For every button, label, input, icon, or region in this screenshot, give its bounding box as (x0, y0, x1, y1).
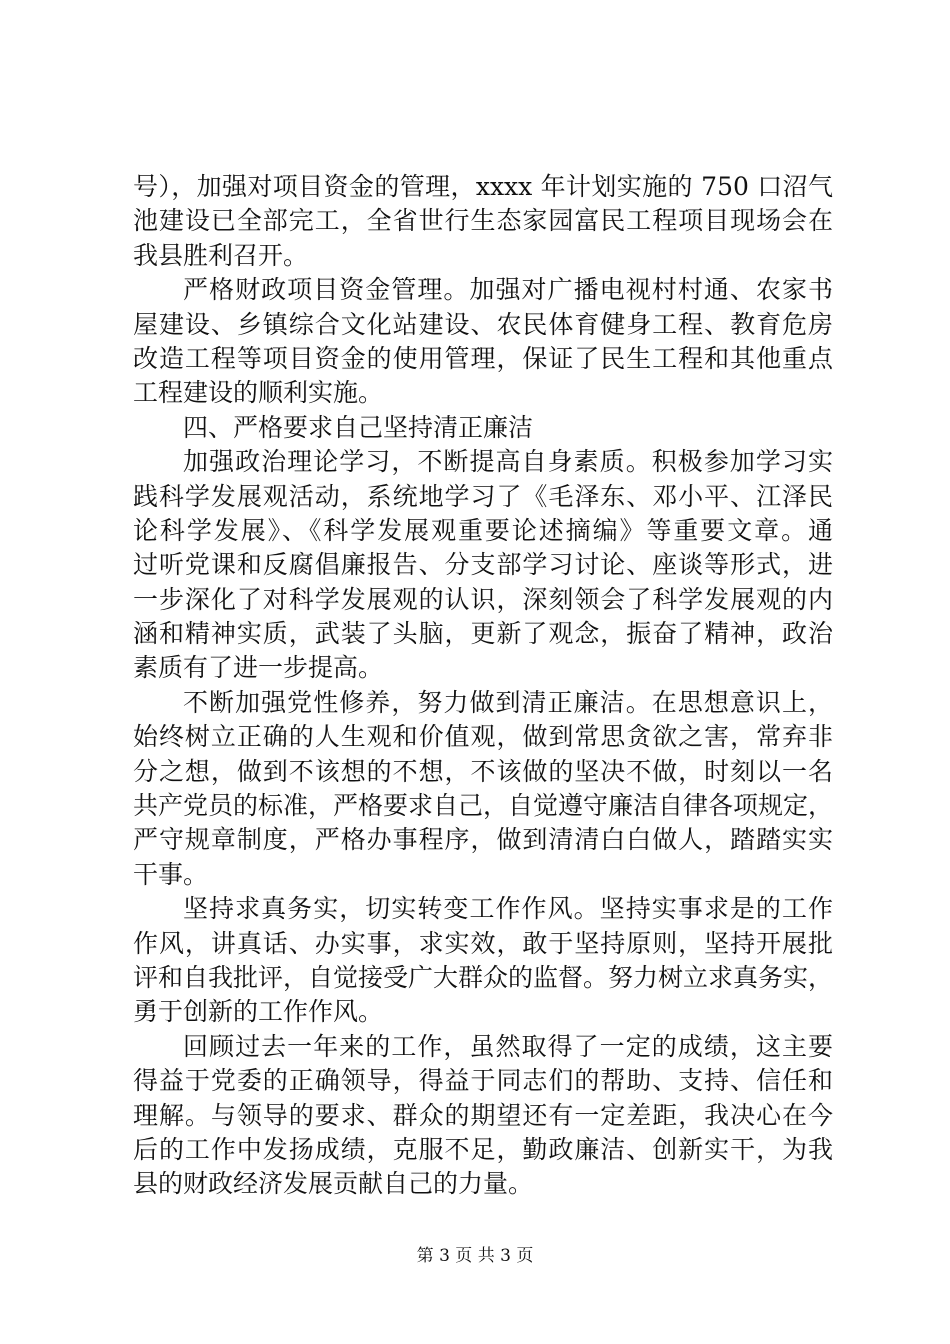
text-line: 后的工作中发扬成绩，克服不足，勤政廉洁、创新实干，为我 (133, 1134, 833, 1164)
page-footer: 第 3 页 共 3 页 (416, 1246, 534, 1266)
text-line: 评和自我批评，自觉接受广大群众的监督。努力树立求真务实， (133, 962, 833, 992)
text-line: 干事。 (133, 859, 209, 889)
text-line: 四、严格要求自己坚持清正廉洁 (183, 412, 534, 442)
text-line: 素质有了进一步提高。 (133, 653, 384, 683)
text-line: 共产党员的标准，严格要求自己，自觉遵守廉洁自律各项规定， (133, 791, 833, 821)
text-line: 不断加强党性修养，努力做到清正廉洁。在思想意识上， (183, 687, 833, 717)
text-line: 加强政治理论学习，不断提高自身素质。积极参加学习实 (183, 447, 833, 477)
text-line: 论科学发展》、《科学发展观重要论述摘编》等重要文章。通 (133, 515, 833, 545)
text-line: 号），加强对项目资金的管理，xxxx 年计划实施的 750 口沼气 (133, 172, 833, 201)
text-line: 严格财政项目资金管理。加强对广播电视村村通、农家书 (183, 275, 833, 305)
text-line: 过听党课和反腐倡廉报告、分支部学习讨论、座谈等形式，进 (133, 550, 833, 580)
text-line: 勇于创新的工作作风。 (133, 997, 384, 1027)
text-line: 屋建设、乡镇综合文化站建设、农民体育健身工程、教育危房 (133, 309, 833, 339)
text-line: 坚持求真务实，切实转变工作作风。坚持实事求是的工作 (183, 894, 833, 924)
text-line: 作风，讲真话、办实事，求实效，敢于坚持原则，坚持开展批 (133, 928, 833, 958)
text-line: 理解。与领导的要求、群众的期望还有一定差距，我决心在今 (133, 1100, 833, 1130)
text-line: 严守规章制度，严格办事程序，做到清清白白做人，踏踏实实 (133, 825, 833, 855)
document-body (133, 170, 833, 1202)
text-line: 改造工程等项目资金的使用管理，保证了民生工程和其他重点 (133, 343, 833, 373)
text-line: 回顾过去一年来的工作，虽然取得了一定的成绩，这主要 (183, 1031, 833, 1061)
text-line: 得益于党委的正确领导，得益于同志们的帮助、支持、信任和 (133, 1066, 833, 1096)
text-line: 县的财政经济发展贡献自己的力量。 (133, 1169, 534, 1199)
text-line: 践科学发展观活动，系统地学习了《毛泽东、邓小平、江泽民 (133, 481, 833, 511)
text-line: 分之想，做到不该想的不想，不该做的坚决不做，时刻以一名 (133, 756, 833, 786)
text-line: 始终树立正确的人生观和价值观，做到常思贪欲之害，常弃非 (133, 722, 833, 752)
text-line: 池建设已全部完工，全省世行生态家园富民工程项目现场会在 (133, 206, 833, 236)
text-line: 涵和精神实质，武装了头脑，更新了观念，振奋了精神，政治 (133, 619, 833, 649)
text-line: 一步深化了对科学发展观的认识，深刻领会了科学发展观的内 (133, 584, 833, 614)
text-line: 我县胜利召开。 (133, 240, 309, 270)
text-line: 工程建设的顺利实施。 (133, 378, 384, 408)
